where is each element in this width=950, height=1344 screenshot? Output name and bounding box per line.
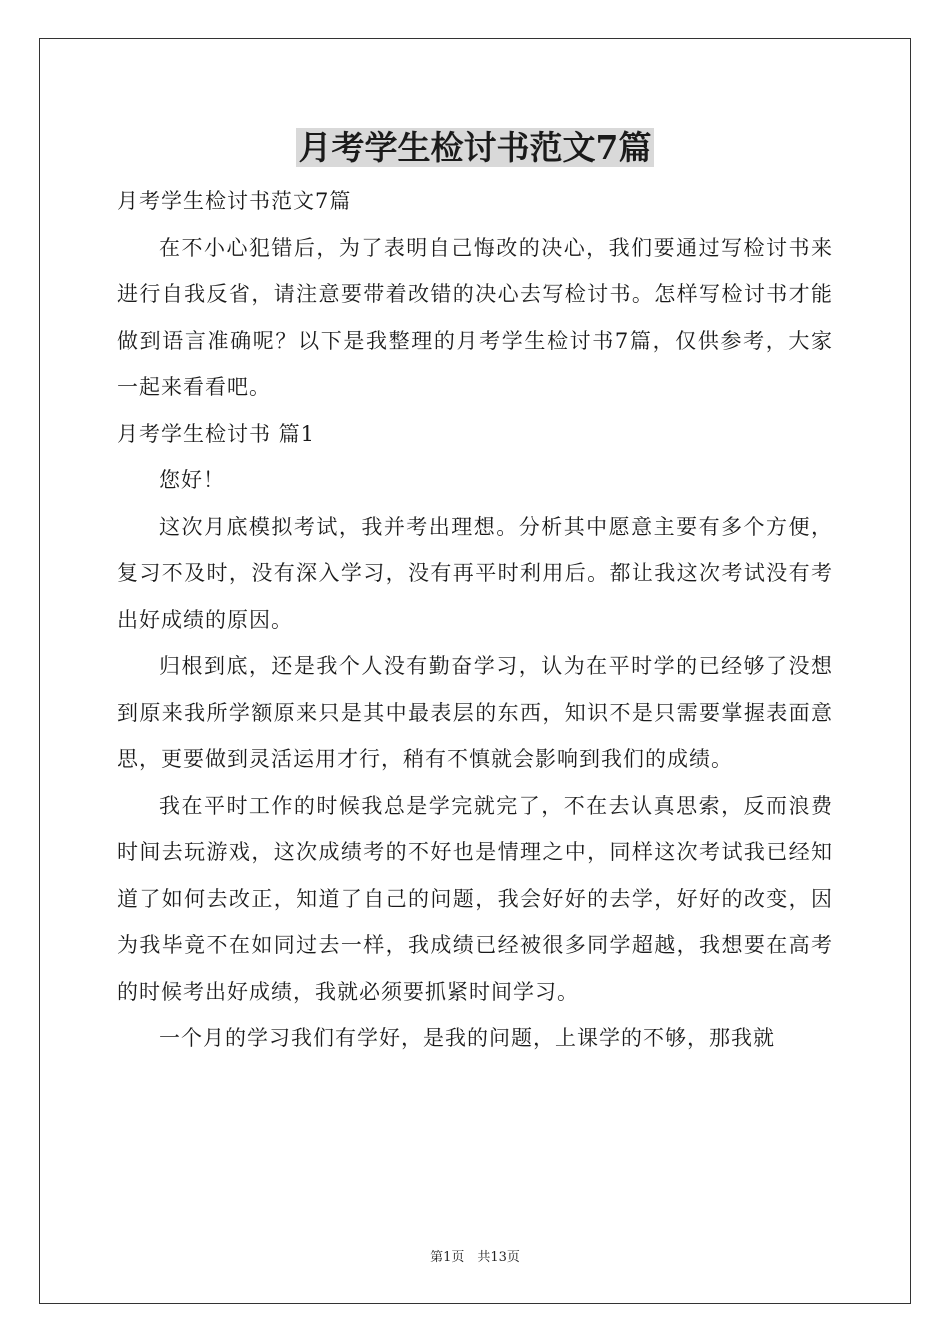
section-heading: 月考学生检讨书 篇1 (117, 421, 316, 446)
paragraph-subtitle: 月考学生检讨书范文7篇 (117, 189, 352, 213)
paragraph-body: 一个月的学习我们有学好，是我的问题，上课学的不够，那我就 (159, 1026, 775, 1050)
paragraph-body: 我在平时工作的时候我总是学完就完了，不在去认真思索，反而浪费时间去玩游戏，这次成绩考的不好也是情理之中，同样这次考试我已经知道了如何去改正，知道了自己的问题，我会好好的去学，好好的改变，因为我毕竟不在如同过去一样，我成绩已经被很多同学超越，我想要在高考的时候考出好成绩，我就必须要抓紧时间学习。 (117, 793, 833, 1004)
document-title-text: 月考学生检讨书范文7篇 (296, 128, 655, 167)
page-number-footer: 第1页 共13页 (430, 1250, 520, 1265)
document-body (117, 178, 833, 1062)
paragraph-body: 这次月底模拟考试，我并考出理想。分析其中愿意主要有多个方便，复习不及时，没有深入学习，没有再平时利用后。都让我这次考试没有考出好成绩的原因。 (117, 514, 833, 632)
document-title (0, 126, 950, 170)
paragraph-greeting: 您好！ (159, 468, 225, 492)
paragraph-body: 归根到底，还是我个人没有勤奋学习，认为在平时学的已经够了没想到原来我所学额原来只是其中最表层的东西，知识不是只需要掌握表面意思，更要做到灵活运用才行，稍有不慎就会影响到我们的成绩。 (117, 654, 833, 771)
paragraph-intro: 在不小心犯错后，为了表明自己悔改的决心，我们要通过写检讨书来进行自我反省，请注意要带着改错的决心去写检讨书。怎样写检讨书才能做到语言准确呢？以下是我整理的月考学生检讨书7篇，仅供参考，大家一起来看看吧。 (117, 235, 833, 399)
